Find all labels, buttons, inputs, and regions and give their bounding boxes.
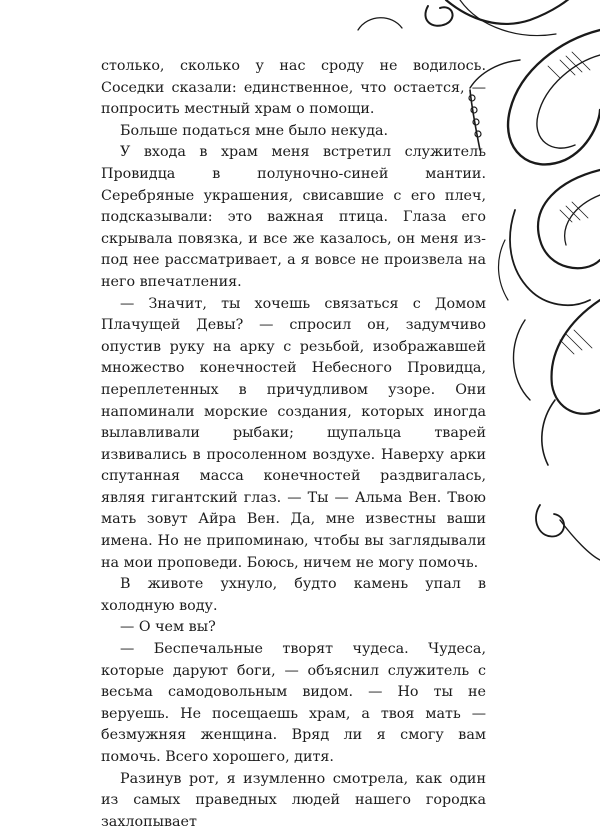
paragraph: Разинув рот, я изумленно смотрела, как один из самых праведных людей нашего городка захлопывает [101, 770, 486, 830]
body-text [101, 56, 486, 833]
paragraph: — О чем вы? [120, 619, 216, 636]
paragraph: — Беспечальные творят чудеса. Чудеса, которые даруют боги, — объяснил служитель с весьма самодовольным видом. — Но ты не веруешь. Не посещаешь храм, а твоя мать — безмужняя женщина. Вряд ли я смогу вам помочь. Всего хорошего, дитя. [101, 641, 486, 765]
paragraph: В животе ухнуло, будто камень упал в холодную воду. [101, 576, 486, 614]
paragraph: У входа в храм меня встретил служитель Провидца в полуночно-синей мантии. Серебряные украшения, свисавшие с его плеч, подсказывали: это важная птица. Глаза его скрывала повязка, и все же казалось, он меня из-под нее рассматривает, а я вовсе не произвела на него впечатления. [101, 144, 486, 290]
paragraph: столько, сколько у нас сроду не водилось. Соседки сказали: единственное, что остается, — попросить местный храм о помощи. [101, 58, 486, 118]
paragraph: — Значит, ты хочешь связаться с Домом Плачущей Девы? — спросил он, задумчиво опустив руку на арку с резьбой, изображавшей множество конечностей Небесного Провидца, переплетенных в причудливом узоре. Они напоминали морские создания, которых иногда вылавливали рыбаки; щупальца тварей извивались в просоленном воздухе. Наверху арки спутанная масса конечностей раздвигалась, являя гигантский глаз. — Ты — Альма Вен. Твою мать зовут Айра Вен. Да, мне известны ваши имена. Но не припоминаю, чтобы вы заглядывали на мои проповеди. Боюсь, ничем не могу помочь. [101, 295, 486, 571]
paragraph: Больше податься мне было некуда. [120, 122, 389, 139]
